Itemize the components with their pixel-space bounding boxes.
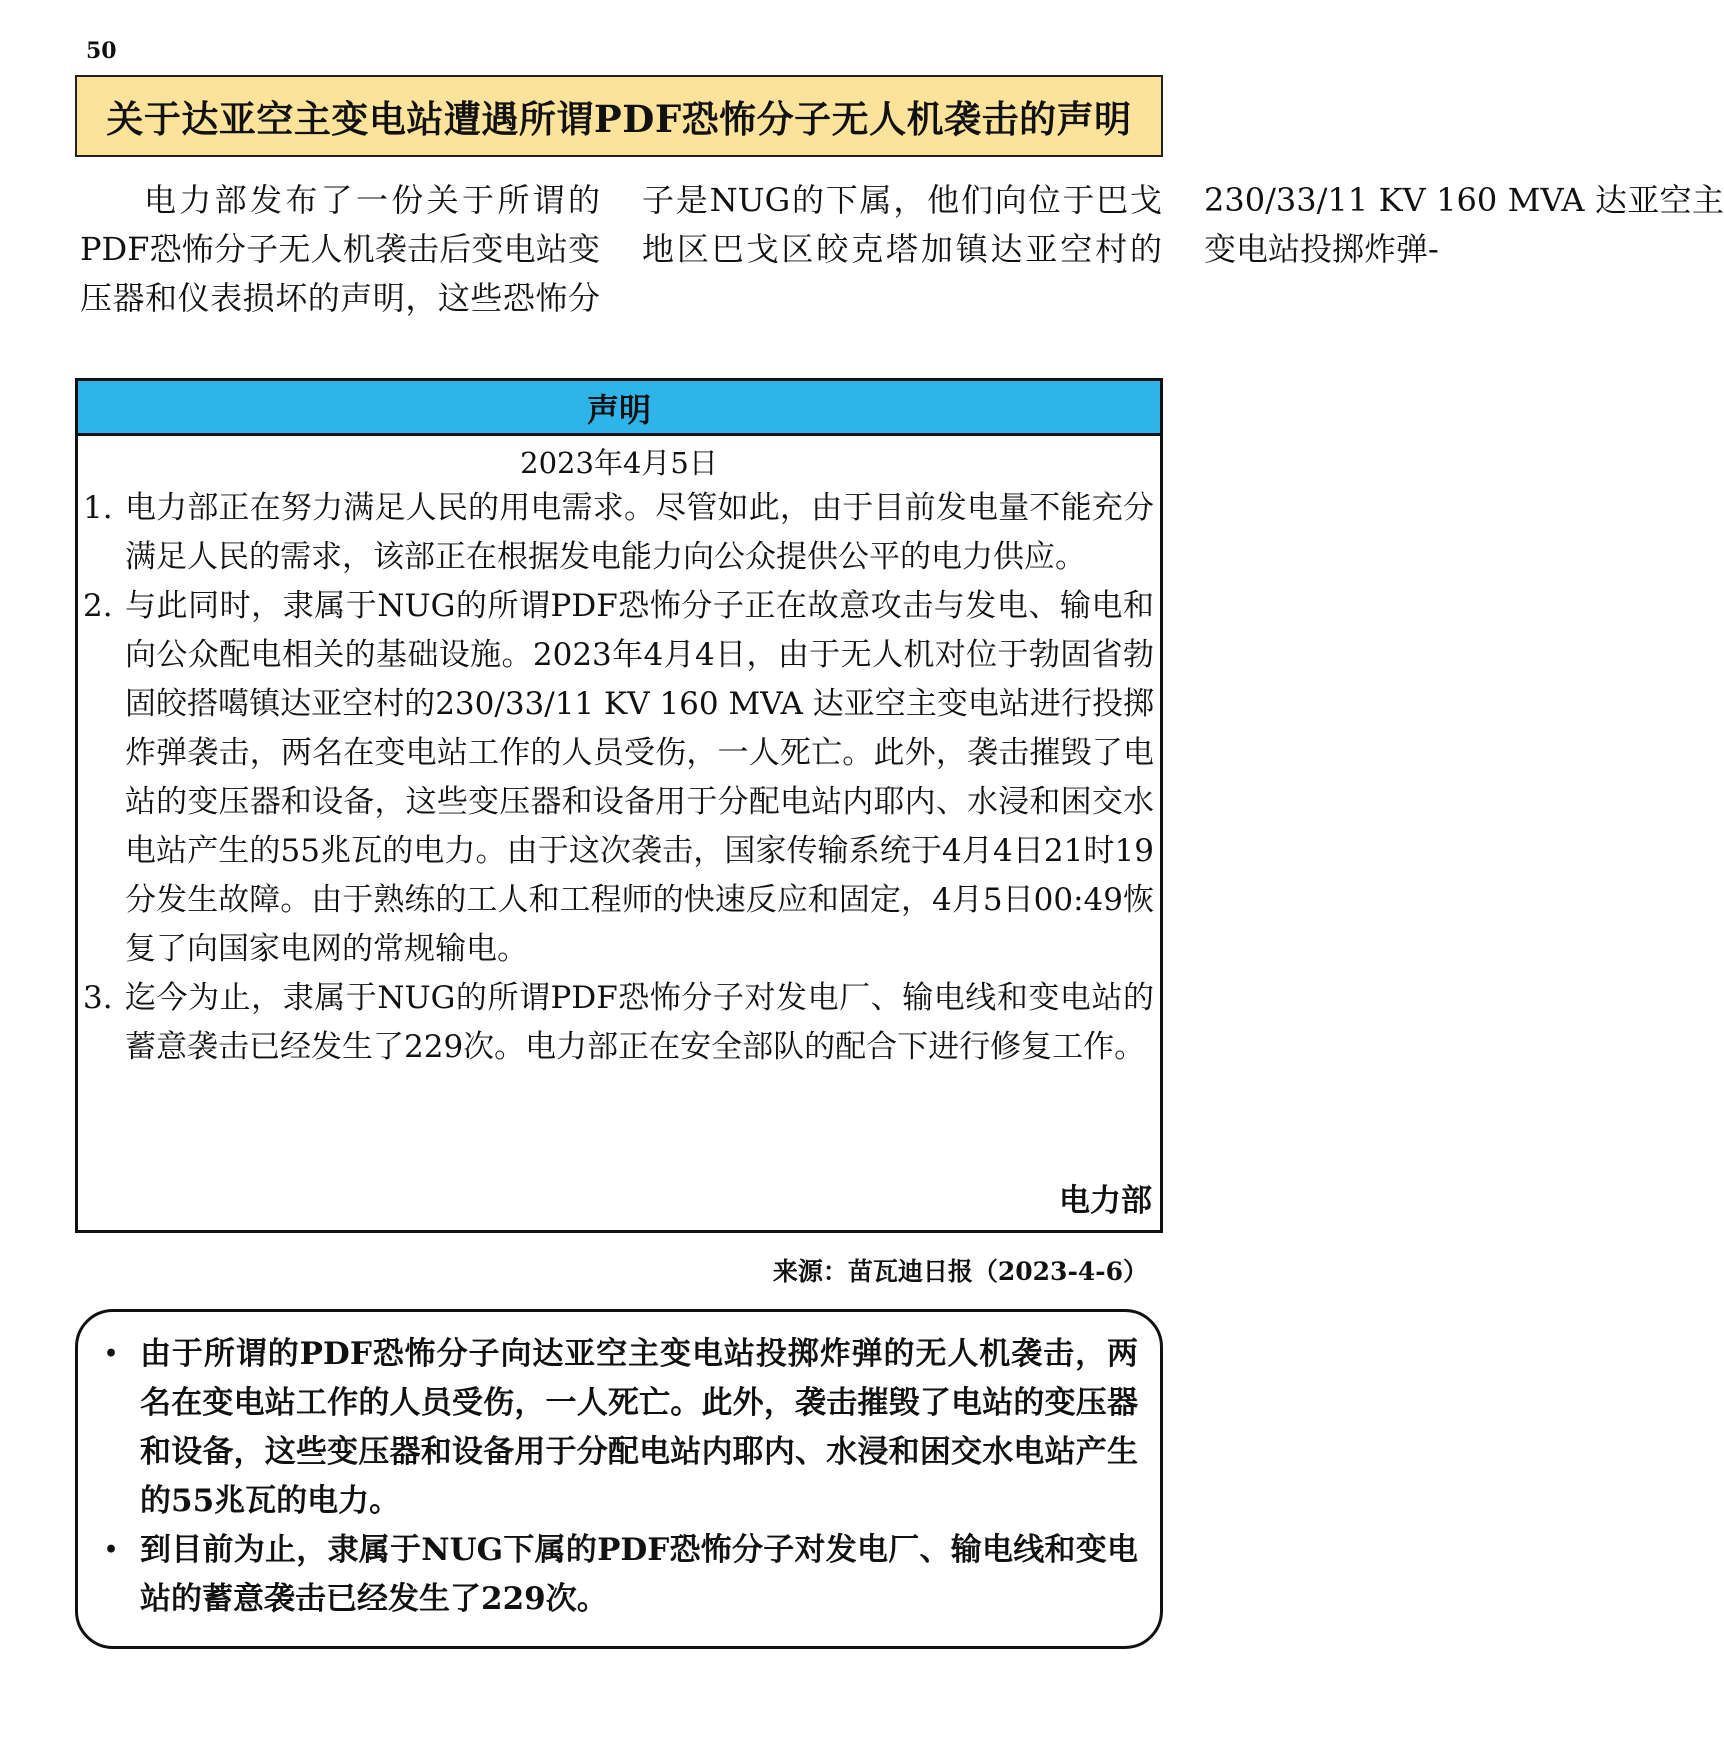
item-text: 迄今为止，隶属于NUG的所谓PDF恐怖分子对发电厂、输电线和变电站的蓄意袭击已经发生了229次。电力部正在安全部队的配合下进行修复工作。 xyxy=(125,980,1154,1065)
intro-text xyxy=(80,176,1724,370)
item-number: 2. xyxy=(83,588,113,624)
source-line: 来源：苗瓦迪日报（2023-4-6） xyxy=(772,1257,1148,1286)
statement-box xyxy=(75,378,1163,1233)
statement-header xyxy=(78,381,1160,436)
summary-item xyxy=(100,1526,1138,1624)
item-number: 1. xyxy=(83,490,113,526)
summary-text: 由于所谓的PDF恐怖分子向达亚空主变电站投掷炸弹的无人机袭击，两名在变电站工作的人员受伤，一人死亡。此外，袭击摧毁了电站的变压器和设备，这些变压器和设备用于分配电站内耶内、水浸和困交水电站产生的55兆瓦的电力。 xyxy=(140,1336,1138,1519)
summary-box xyxy=(75,1309,1163,1649)
statement-item xyxy=(83,974,1154,1072)
summary-item xyxy=(100,1330,1138,1526)
statement-signature: 电力部 xyxy=(1059,1183,1152,1219)
statement-item xyxy=(83,582,1154,974)
bullet-icon: • xyxy=(104,1537,119,1563)
item-text: 与此同时，隶属于NUG的所谓PDF恐怖分子正在故意攻击与发电、输电和向公众配电相关的基础设施。2023年4月4日，由于无人机对位于勃固省勃固皎搭噶镇达亚空村的230/33/11 KV 160 MVA 达亚空主变电站进行投掷炸弹袭击，两名在变电站工作的人员受伤，一人死亡。此外，袭击摧毁了电站的变压器和设备，这些变压器和设备用于分配电站内耶内、水浸和困交水电站产生的55兆瓦的电力。由于这次袭击，国家传输系统于4月4日21时19分发生故障。由于熟练的工人和工程师的快速反应和固定，4月5日00:49恢复了向国家电网的常规输电。 xyxy=(125,588,1154,967)
title-banner xyxy=(75,75,1163,157)
bullet-icon: • xyxy=(104,1341,119,1367)
statement-list xyxy=(78,484,1160,1072)
intro-paragraph: 电力部发布了一份关于所谓的PDF恐怖分子无人机袭击后变电站变压器和仪表损坏的声明，这些恐怖分子是NUG的下属，他们向位于巴戈地区巴戈区皎克塔加镇达亚空村的230/33/11 KV 160 MVA 达亚空主变电站投掷炸弹- xyxy=(80,181,1724,317)
statement-item xyxy=(83,484,1154,582)
statement-heading: 声明 xyxy=(586,391,651,429)
item-text: 电力部正在努力满足人民的用电需求。尽管如此，由于目前发电量不能充分满足人民的需求，该部正在根据发电能力向公众提供公平的电力供应。 xyxy=(125,490,1154,575)
item-number: 3. xyxy=(83,980,113,1016)
statement-date: 2023年4月5日 xyxy=(520,446,718,480)
document-title: 关于达亚空主变电站遭遇所谓PDF恐怖分子无人机袭击的声明 xyxy=(106,97,1132,141)
summary-text: 到目前为止，隶属于NUG下属的PDF恐怖分子对发电厂、输电线和变电站的蓄意袭击已经发生了229次。 xyxy=(140,1532,1138,1617)
page-number: 50 xyxy=(86,38,117,64)
